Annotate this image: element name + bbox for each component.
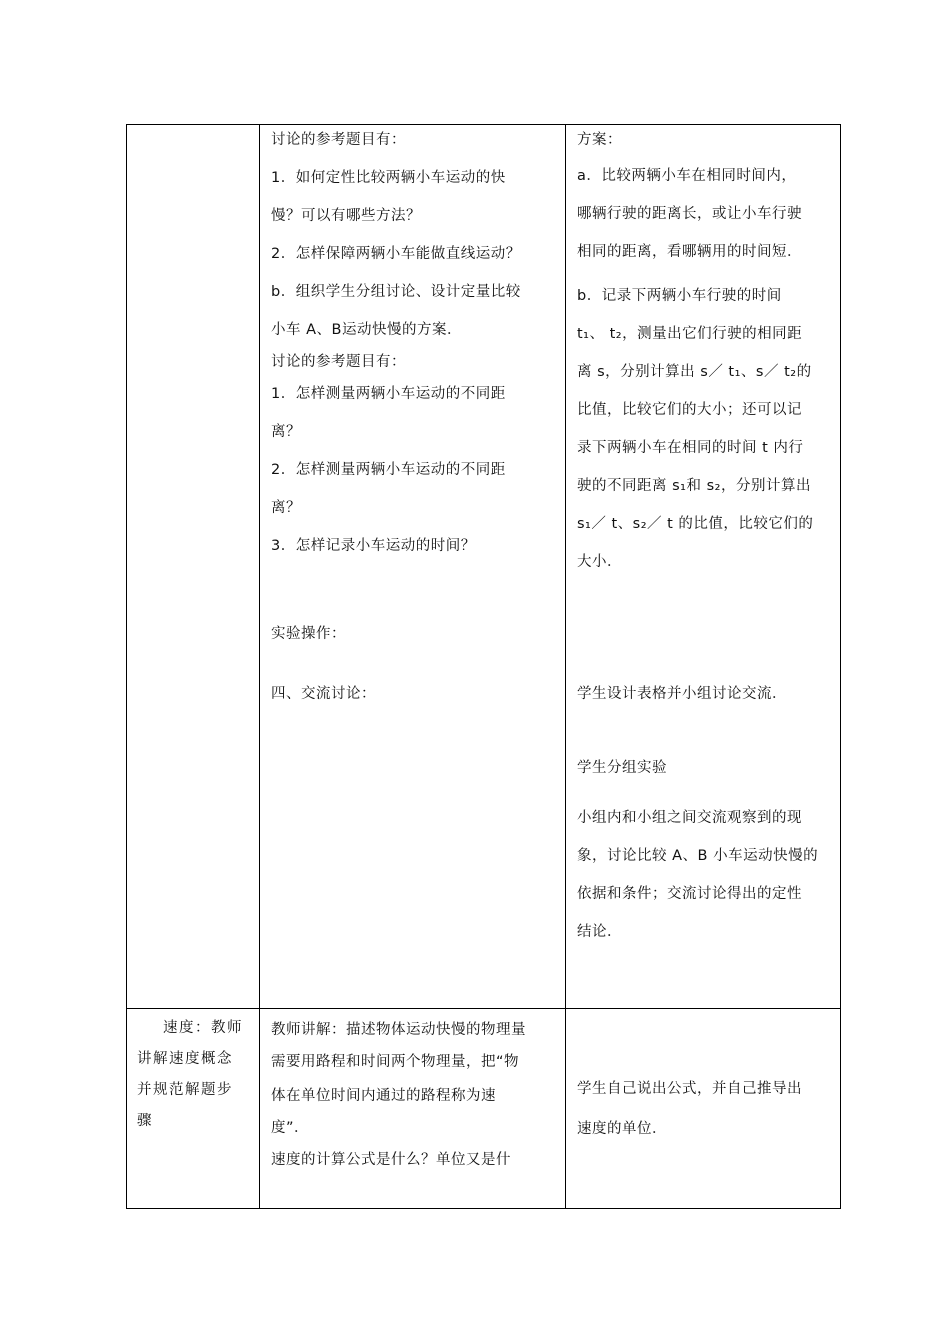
text-line: 驶的不同距离 s₁和 s₂，分别计算出 (577, 478, 811, 494)
table-row (127, 1009, 841, 1209)
lesson-table (126, 124, 841, 1209)
text-line: 2．怎样保障两辆小车能做直线运动？ (271, 246, 521, 262)
text-line: 需要用路程和时间两个物理量，把“物 (271, 1054, 520, 1070)
text-line: b．组织学生分组讨论、设计定量比较 (271, 284, 521, 300)
text-line: 度”． (271, 1120, 310, 1136)
text-line: 离？ (271, 424, 301, 440)
step-cell (127, 1009, 260, 1209)
text-line: 教师讲解：描述物体运动快慢的物理量 (271, 1022, 526, 1038)
text-line: 3．怎样记录小车运动的时间？ (271, 538, 476, 554)
text-line: 慢？可以有哪些方法？ (271, 208, 421, 224)
text-line: 讨论的参考题目有： (271, 354, 406, 370)
text-line: 四、交流讨论： (271, 686, 376, 702)
text-line: 离？ (271, 500, 301, 516)
text-line: 讨论的参考题目有： (271, 132, 406, 148)
text-line: 录下两辆小车在相同的时间 t 内行 (577, 440, 804, 456)
text-line: 2．怎样测量两辆小车运动的不同距 (271, 462, 506, 478)
text-line: 速度的单位． (577, 1121, 667, 1137)
text-line: 象，讨论比较 A、B 小车运动快慢的 (577, 848, 819, 864)
text-line: 学生自己说出公式，并自己推导出 (577, 1081, 802, 1097)
teacher-activity-cell (260, 1009, 566, 1209)
text-line: 学生分组实验 (577, 760, 667, 776)
text-line: s₁／ t、s₂／ t 的比值，比较它们的 (577, 516, 814, 532)
teacher-activity-cell (260, 125, 566, 1009)
text-line: b．记录下两辆小车行驶的时间 (577, 288, 782, 304)
student-activity-cell (566, 125, 841, 1009)
text-line: 大小． (577, 554, 622, 570)
text-line: 学生设计表格并小组讨论交流． (577, 686, 787, 702)
text-line: 并规范解题步 (137, 1082, 233, 1098)
text-line: a．比较两辆小车在相同时间内， (577, 168, 797, 184)
text-line: 骤 (137, 1113, 153, 1129)
text-line: 1．怎样测量两辆小车运动的不同距 (271, 386, 506, 402)
text-line: 比值，比较它们的大小；还可以记 (577, 402, 802, 418)
text-line: 体在单位时间内通过的路程称为速 (271, 1088, 496, 1104)
text-line: 小组内和小组之间交流观察到的现 (577, 810, 802, 826)
text-line: 方案： (577, 132, 622, 148)
text-line: 结论． (577, 924, 622, 940)
text-line: 哪辆行驶的距离长，或让小车行驶 (577, 206, 802, 222)
text-line: 实验操作： (271, 626, 346, 642)
text-line: 1．如何定性比较两辆小车运动的快 (271, 170, 506, 186)
step-cell (127, 125, 260, 1009)
text-line: 依据和条件；交流讨论得出的定性 (577, 886, 802, 902)
table-row (127, 125, 841, 1009)
text-line: 速度的计算公式是什么？单位又是什 (271, 1152, 511, 1168)
text-line: 小车 A、B运动快慢的方案． (271, 322, 462, 338)
text-line: 相同的距离，看哪辆用的时间短． (577, 244, 802, 260)
text-line: 速度：教师 (163, 1020, 243, 1036)
text-line: 讲解速度概念 (137, 1051, 233, 1067)
text-line: 离 s，分别计算出 s／ t₁、s／ t₂的 (577, 364, 812, 380)
text-line: t₁、 t₂，测量出它们行驶的相同距 (577, 326, 803, 342)
student-activity-cell (566, 1009, 841, 1209)
